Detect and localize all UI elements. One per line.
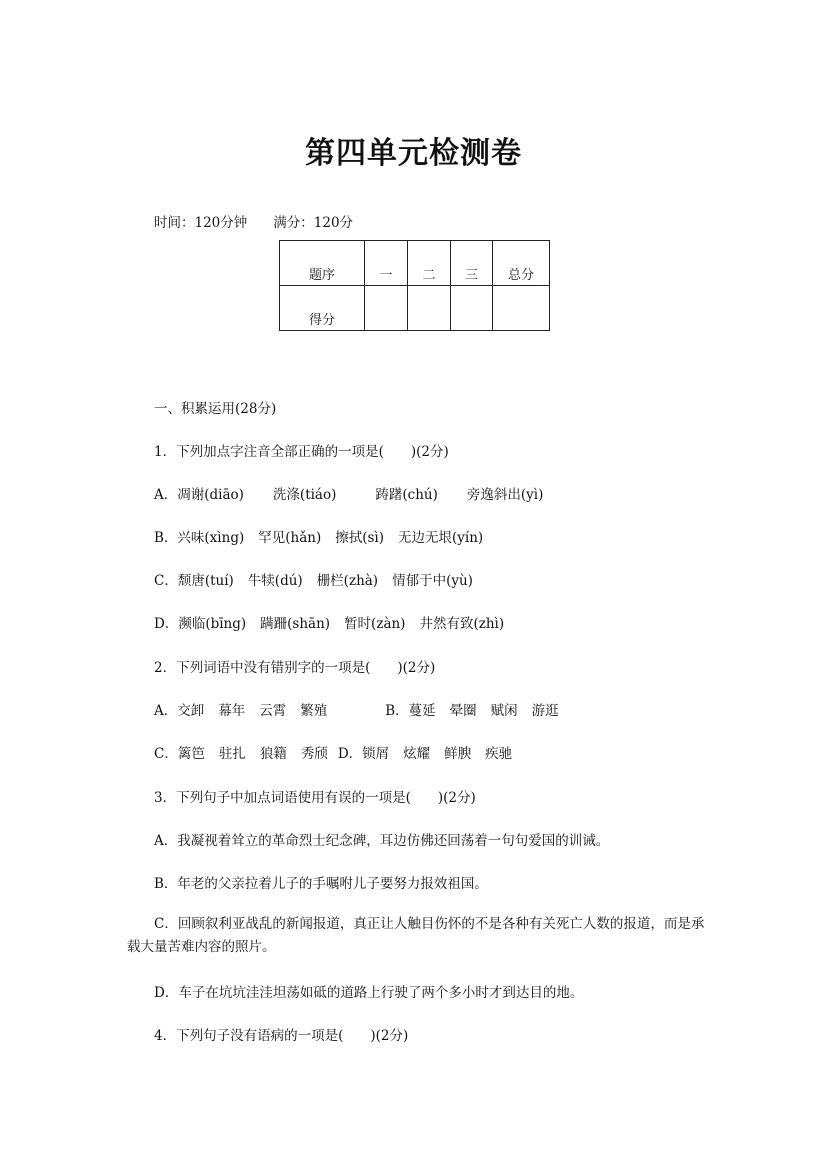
q1c-item: 牛犊(dú) [247, 573, 303, 589]
q3-option-c: C．回顾叙利亚战乱的新闻报道，真正让人触目伤怀的不是各种有关死亡人数的报道，而是承载大量苦难内容的照片。 [127, 916, 705, 955]
q2a-item: 繁殖 [300, 703, 328, 719]
q1d-item: 暂时(zàn) [344, 616, 406, 632]
score-cell-3[interactable] [451, 286, 493, 331]
q2b-item: 赋闲 [490, 703, 518, 719]
q1-stem: 1．下列加点字注音全部正确的一项是( )(2分) [154, 444, 449, 460]
score-row-label: 得分 [280, 286, 365, 331]
q2a-item: A．交卸 [154, 703, 205, 719]
score-table [279, 240, 550, 331]
q2-options-cd [154, 742, 512, 762]
q2-stem: 2．下列词语中没有错别字的一项是( )(2分) [154, 660, 436, 676]
q2d-item: 疾驰 [485, 746, 513, 762]
q1b-item: 罕见(hǎn) [258, 530, 322, 546]
q2d-item: 炫耀 [403, 746, 431, 762]
q1c-item: 栅栏(zhà) [316, 573, 379, 589]
q1a-item: A．凋谢(diāo) [154, 487, 244, 503]
q2-options-ab [154, 699, 559, 719]
q2d-item: D．锁屑 [337, 746, 390, 762]
q2a-item: 幕年 [218, 703, 246, 719]
q2c-item: 秀颀 [300, 746, 328, 762]
score-table-header-row [280, 241, 550, 286]
q2b-item: 晕圈 [449, 703, 477, 719]
q1d-item: 蹒跚(shān) [260, 616, 331, 632]
q1-option-b [154, 526, 483, 546]
q1a-item: 洗涤(tiáo) [272, 487, 337, 503]
header-cell-1: 一 [365, 241, 408, 286]
score-cell-total[interactable] [493, 286, 550, 331]
q1d-item: D．濒临(bīng) [154, 616, 247, 632]
q2a-item: 云霄 [259, 703, 287, 719]
q4-stem: 4．下列句子没有语病的一项是( )(2分) [154, 1028, 409, 1044]
q1-option-a [154, 483, 543, 503]
score-cell-1[interactable] [365, 286, 408, 331]
exam-meta [154, 211, 353, 231]
q3-option-d: D．车子在坑坑洼洼坦荡如砥的道路上行驶了两个多小时才到达目的地。 [154, 985, 584, 1001]
q1c-item: 情郁于中(yù) [392, 573, 473, 589]
time-limit: 时间：120分钟 [154, 215, 248, 231]
q3-stem: 3．下列句子中加点词语使用有误的一项是( )(2分) [154, 790, 476, 806]
q2d-item: 鲜腴 [444, 746, 472, 762]
q2b-item: B．蔓延 [385, 703, 436, 719]
full-score: 满分：120分 [273, 215, 354, 231]
q2b-item: 游逛 [531, 703, 559, 719]
q1a-item: 踌躇(chú) [375, 487, 438, 503]
q2c-item: C．篱笆 [154, 746, 205, 762]
q1b-item: 无边无垠(yín) [398, 530, 484, 546]
header-cell-3: 三 [451, 241, 493, 286]
q3-option-a: A．我凝视着耸立的革命烈士纪念碑，耳边仿佛还回荡着一句句爱国的训诫。 [154, 833, 610, 849]
q1c-item: C．颓唐(tuí) [154, 573, 234, 589]
score-table-score-row [280, 286, 550, 331]
q1a-item: 旁逸斜出(yì) [466, 487, 544, 503]
section-heading: 一、积累运用(28分) [154, 401, 277, 417]
header-cell-total: 总分 [493, 241, 550, 286]
q2c-item: 驻扎 [218, 746, 246, 762]
q2c-item: 狼籍 [259, 746, 287, 762]
header-cell-question-no: 题序 [280, 241, 365, 286]
q1-option-d [154, 612, 504, 632]
header-cell-2: 二 [408, 241, 451, 286]
q1b-item: 擦拭(sì) [335, 530, 384, 546]
q1b-item: B．兴味(xìng) [154, 530, 245, 546]
q1-option-c [154, 569, 473, 589]
q3-option-b: B．年老的父亲拉着儿子的手嘱咐儿子要努力报效祖国。 [154, 876, 488, 892]
page-title: 第四单元检测卷 [305, 136, 522, 171]
q1d-item: 井然有致(zhì) [419, 616, 505, 632]
score-cell-2[interactable] [408, 286, 451, 331]
